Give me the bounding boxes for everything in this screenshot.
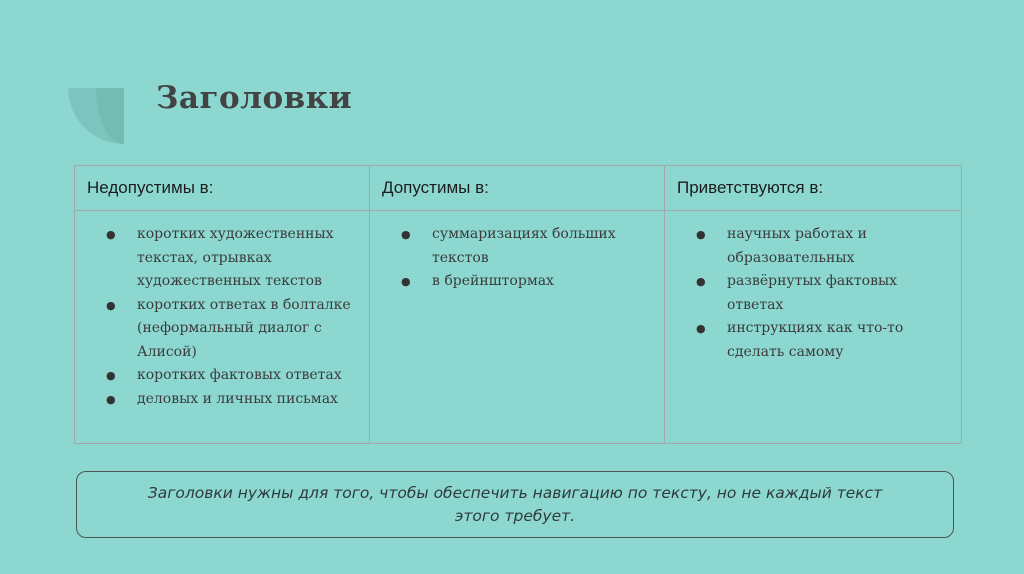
- list-item-text: суммаризациях больших текстов: [432, 226, 616, 266]
- column-header-welcome: Приветствуются в:: [665, 166, 962, 211]
- list-item: [384, 270, 656, 294]
- list-item-text: инструкциях как что-то сделать самому: [727, 320, 904, 360]
- bullet-icon: ●: [106, 392, 116, 406]
- list-item-text: коротких фактовых ответах: [137, 367, 342, 383]
- bullet-icon: ●: [696, 228, 706, 241]
- usage-table: [74, 165, 962, 444]
- column-header-allowed: Допустимы в:: [370, 166, 665, 211]
- list-item: [679, 317, 953, 364]
- list-item: [89, 364, 361, 388]
- cell-not-allowed: [75, 211, 370, 444]
- list-item: [679, 270, 953, 317]
- table-header-row: [75, 166, 962, 211]
- allowed-list: [384, 223, 656, 294]
- list-item: [679, 223, 953, 270]
- list-item-text: развёрнутых фактовых ответах: [727, 273, 898, 313]
- bullet-icon: ●: [106, 369, 116, 382]
- not-allowed-list: [89, 223, 361, 411]
- list-item: [384, 223, 656, 270]
- note-box: [76, 471, 954, 538]
- list-item: [89, 223, 361, 294]
- list-item: [89, 294, 361, 365]
- bullet-icon: ●: [696, 275, 706, 288]
- list-item-text: в брейнштормах: [432, 273, 554, 289]
- column-header-not-allowed: Недопустимы в:: [75, 166, 370, 211]
- quarter-circle-decoration: [68, 88, 124, 144]
- bullet-icon: ●: [401, 228, 411, 241]
- list-item-text: научных работах и образовательных: [727, 226, 867, 266]
- list-item-text: коротких ответах в болталке (неформальный диалог с Алисой): [137, 296, 351, 360]
- slide-title: Заголовки: [156, 80, 353, 116]
- table-body-row: [75, 211, 962, 444]
- bullet-icon: ●: [106, 228, 116, 241]
- welcome-list: [679, 223, 953, 364]
- cell-allowed: [370, 211, 665, 444]
- bullet-icon: ●: [401, 275, 411, 288]
- cell-welcome: [665, 211, 962, 444]
- bullet-icon: ●: [106, 298, 116, 312]
- list-item: [89, 388, 361, 412]
- list-item-text: деловых и личных письмах: [137, 390, 338, 407]
- list-item-text: коротких художественных текстах, отрывках художественных текстов: [137, 226, 334, 289]
- bullet-icon: ●: [696, 322, 706, 335]
- note-text: Заголовки нужны для того, чтобы обеспечить навигацию по тексту, но не каждый текст этого требует.: [147, 483, 883, 525]
